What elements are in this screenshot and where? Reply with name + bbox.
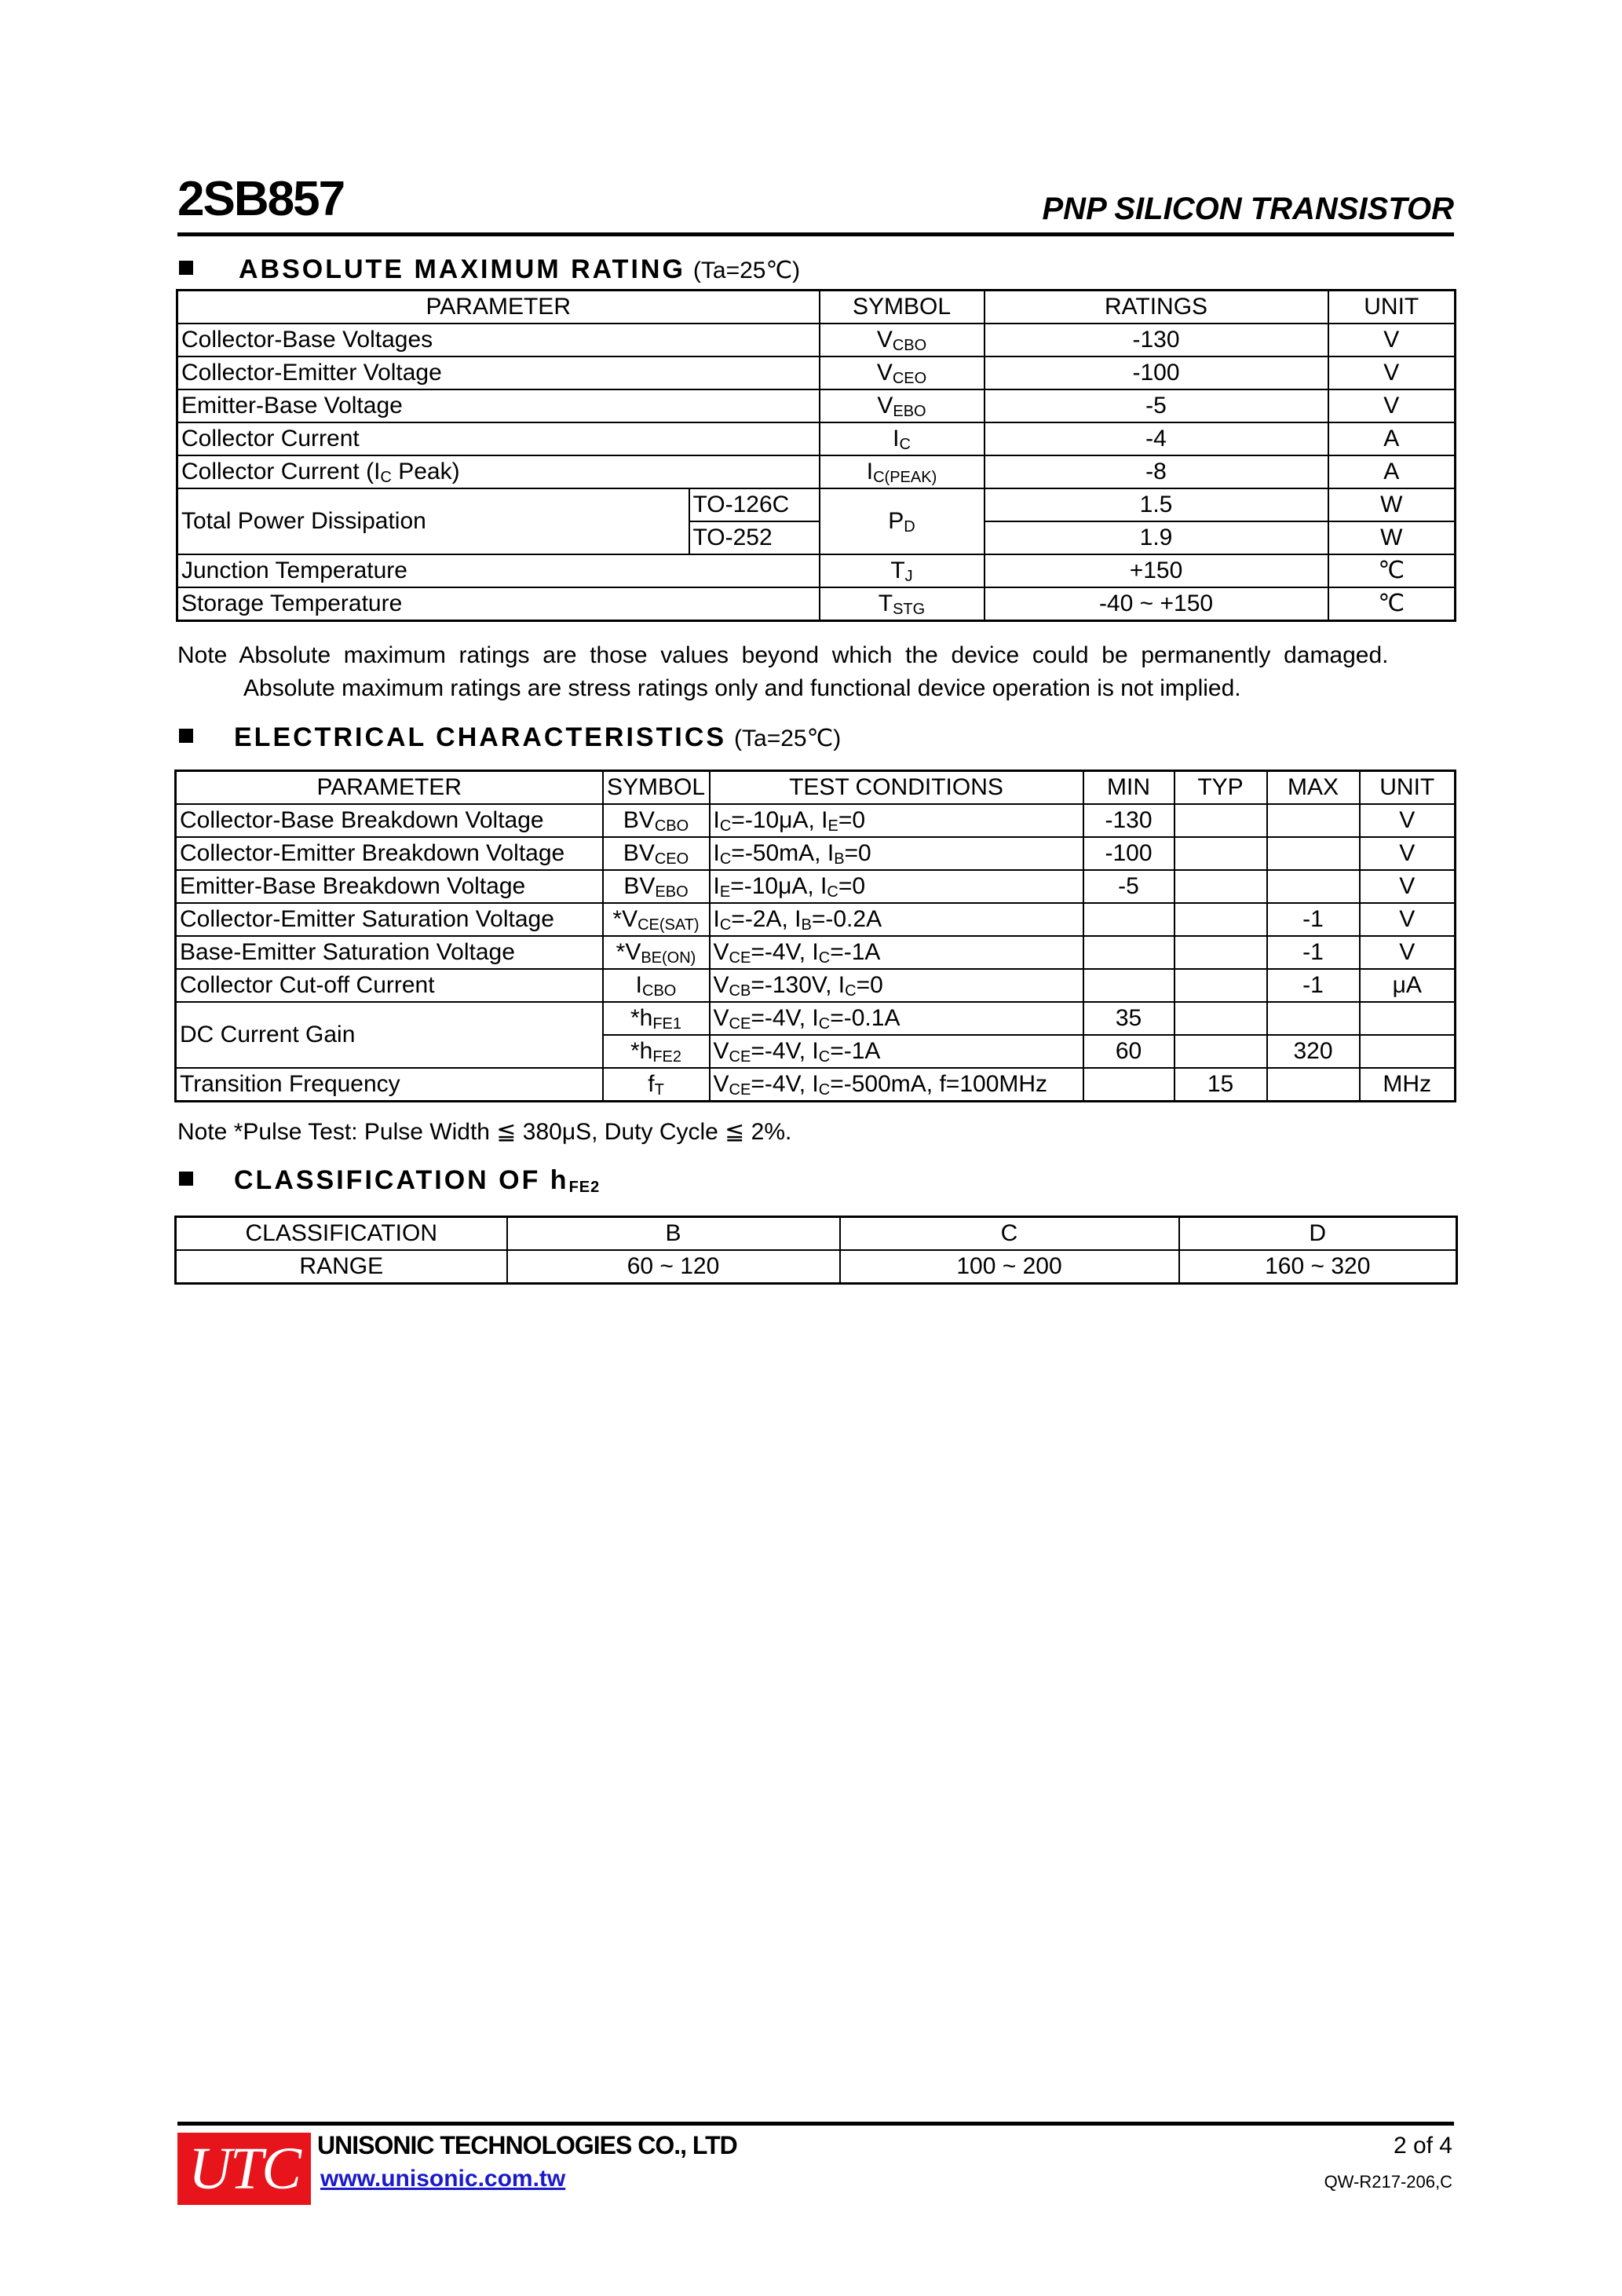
symbol-sub: J [904,568,913,585]
cls-title: CLASSIFICATION OF h [234,1165,569,1195]
symbol-sub: C [899,436,911,453]
param-cell [177,455,820,488]
cond-text: =0 [838,807,866,833]
cond-text: I [713,807,720,833]
class-cell: B [507,1217,840,1251]
symbol-sub: D [904,518,915,536]
typ-cell [1174,903,1267,936]
classification-label-cell: CLASSIFICATION [176,1217,507,1251]
max-cell [1267,1068,1360,1102]
header-cell: PARAMETER [176,771,603,805]
param-cell: Storage Temperature [177,587,820,621]
cond-sub: C [818,1081,831,1099]
symbol-cell [820,587,985,621]
symbol: BV [623,840,655,866]
cond-text: I [713,906,720,932]
ec-title: ELECTRICAL CHARACTERISTICS [234,722,727,752]
min-cell [1083,936,1174,969]
table-row [177,324,1456,356]
symbol-cell [603,1068,710,1102]
symbol-cell [603,1002,710,1035]
range-cell: 60 ~ 120 [507,1250,840,1284]
cond-text: =-500mA, f=100MHz [830,1071,1048,1097]
symbol-cell [820,554,985,587]
amr-condition: (Ta=25℃) [692,258,801,283]
param-cell: Collector Cut-off Current [176,969,603,1002]
cond-sub: CE [729,1015,751,1033]
table-row [176,936,1456,969]
range-cell: 160 ~ 320 [1179,1250,1457,1284]
header-cell: MIN [1083,771,1174,805]
symbol: I [866,459,874,484]
unit-cell [1360,1035,1456,1068]
param-cell: Emitter-Base Voltage [177,389,820,422]
cond-text: =-10μA, I [731,807,828,833]
rating-cell: -4 [985,422,1328,455]
header-cell: UNIT [1328,291,1456,324]
rating-cell: -8 [985,455,1328,488]
condition-cell [710,969,1083,1002]
max-cell [1267,870,1360,903]
cond-sub: CE [729,1081,751,1099]
max-cell [1267,1002,1360,1035]
param-cell: DC Current Gain [176,1002,603,1068]
cond-text: =-4V, I [751,939,819,965]
amr-note-line-1: Note Absolute maximum ratings are those values beyond which the device could be permanently damaged. [177,642,1389,668]
param-cell: Collector-Base Breakdown Voltage [176,804,603,837]
cond-text: =-4V, I [751,1071,819,1097]
cond-text: =-2A, I [731,906,802,932]
table-row [177,587,1456,621]
min-cell: 35 [1083,1002,1174,1035]
table-header-row [176,771,1456,805]
symbol: *V [616,939,641,965]
cond-text: V [713,972,729,998]
param-cell: Total Power Dissipation [177,488,689,554]
page-number: 2 of 4 [1393,2133,1452,2159]
class-cell: D [1179,1217,1457,1251]
rating-cell: -130 [985,324,1328,356]
max-cell [1267,837,1360,870]
condition-cell [710,936,1083,969]
symbol-sub: T [654,1081,664,1099]
absolute-maximum-rating-table [176,289,1456,622]
cond-sub: CB [729,982,751,1000]
cond-sub: C [845,982,857,1000]
symbol-sub: FE1 [652,1015,682,1033]
rating-cell: 1.9 [985,521,1328,554]
symbol-cell [603,804,710,837]
cond-text: =-1A [830,1038,881,1064]
cond-sub: C [818,949,831,967]
cond-sub: CE [729,1048,751,1066]
unit-cell: MHz [1360,1068,1456,1102]
symbol: V [876,360,893,386]
cond-text: V [713,1038,729,1064]
rating-cell: -5 [985,389,1328,422]
max-cell: 320 [1267,1035,1360,1068]
typ-cell: 15 [1174,1068,1267,1102]
symbol-sub: CE(SAT) [637,916,700,934]
cond-sub: E [827,817,838,835]
condition-cell [710,870,1083,903]
symbol: P [888,508,904,534]
table-row [177,455,1456,488]
condition-cell [710,837,1083,870]
min-cell [1083,903,1174,936]
header-rule [177,232,1454,236]
typ-cell [1174,804,1267,837]
symbol: T [890,558,905,583]
cond-text: =0 [838,873,866,899]
symbol-cell [603,903,710,936]
table-row [176,1068,1456,1102]
package-cell: TO-126C [689,488,820,521]
cls-title-sub: FE2 [568,1179,601,1196]
rating-cell: -100 [985,356,1328,389]
unit-cell: V [1328,356,1456,389]
unit-cell [1360,1002,1456,1035]
header-cell: SYMBOL [820,291,985,324]
ec-note: Note *Pulse Test: Pulse Width ≦ 380μS, Duty Cycle ≦ 2%. [177,1119,792,1145]
cond-text: =-4V, I [751,1038,819,1064]
unit-cell: V [1328,389,1456,422]
condition-cell [710,903,1083,936]
max-cell: -1 [1267,936,1360,969]
symbol: V [876,327,893,353]
condition-cell [710,804,1083,837]
symbol-cell [603,870,710,903]
param-cell: Emitter-Base Breakdown Voltage [176,870,603,903]
condition-cell [710,1035,1083,1068]
unit-cell: V [1360,903,1456,936]
rating-cell: 1.5 [985,488,1328,521]
typ-cell [1174,870,1267,903]
unit-cell: A [1328,455,1456,488]
min-cell: -5 [1083,870,1174,903]
table-header-row [176,1217,1457,1251]
table-row [177,488,1456,521]
cond-sub: C [827,883,838,901]
symbol: I [893,426,900,452]
symbol-cell [820,422,985,455]
square-bullet-icon [179,729,193,743]
part-number: 2SB857 [177,172,345,226]
symbol: V [877,393,893,419]
typ-cell [1174,837,1267,870]
param-cell: Collector-Emitter Saturation Voltage [176,903,603,936]
cond-sub: C [719,916,732,934]
param-cell: Collector-Base Voltages [177,324,820,356]
typ-cell [1174,1002,1267,1035]
class-cell: C [840,1217,1179,1251]
header-cell: PARAMETER [177,291,820,324]
cond-text: I [713,873,720,899]
cond-text: =-0.1A [830,1005,901,1031]
param-cell: Collector-Emitter Voltage [177,356,820,389]
table-row [176,1002,1456,1035]
symbol-sub: BE(ON) [641,949,696,967]
unit-cell: W [1328,488,1456,521]
square-bullet-icon [179,1172,193,1186]
min-cell [1083,1068,1174,1102]
ec-condition: (Ta=25℃) [734,726,842,751]
table-row [176,903,1456,936]
header-cell: SYMBOL [603,771,710,805]
table-row [176,837,1456,870]
cond-text: I [713,840,720,866]
symbol: BV [623,807,655,833]
symbol-cell [603,1035,710,1068]
typ-cell [1174,969,1267,1002]
cond-text: =-1A [830,939,881,965]
cond-text: =-50mA, I [731,840,835,866]
cond-text: =-0.2A [811,906,882,932]
table-row [176,804,1456,837]
param-cell: Collector Current [177,422,820,455]
cond-text: V [713,939,729,965]
symbol-sub: CBO [654,817,689,835]
symbol-cell [820,389,985,422]
condition-cell [710,1068,1083,1102]
unit-cell: V [1328,324,1456,356]
unit-cell: V [1360,804,1456,837]
company-name: UNISONIC TECHNOLOGIES CO., LTD [317,2131,737,2159]
unit-cell: A [1328,422,1456,455]
amr-title: ABSOLUTE MAXIMUM RATING [239,254,685,284]
max-cell: -1 [1267,903,1360,936]
package-cell: TO-252 [689,521,820,554]
rating-cell: +150 [985,554,1328,587]
range-cell: 100 ~ 200 [840,1250,1179,1284]
cond-sub: CE [729,949,751,967]
symbol-sub: CBO [642,982,677,1000]
electrical-characteristics-table [174,770,1456,1102]
unit-cell: ℃ [1328,554,1456,587]
symbol-sub: STG [893,601,926,618]
max-cell: -1 [1267,969,1360,1002]
min-cell [1083,969,1174,1002]
amr-heading [179,254,800,285]
website-link[interactable]: www.unisonic.com.tw [320,2166,566,2192]
symbol-cell [820,488,985,554]
symbol-sub: CBO [892,337,927,354]
classification-table [174,1216,1458,1285]
cond-text: =0 [856,972,883,998]
symbol-sub: EBO [655,883,689,901]
unit-cell: V [1360,936,1456,969]
symbol-sub: CEO [654,850,689,868]
footer-rule [177,2122,1454,2126]
symbol-cell [603,969,710,1002]
param-cell: Transition Frequency [176,1068,603,1102]
symbol-sub: CEO [892,370,927,387]
min-cell: -130 [1083,804,1174,837]
min-cell: -100 [1083,837,1174,870]
symbol: *h [630,1038,653,1064]
condition-cell [710,1002,1083,1035]
typ-cell [1174,1035,1267,1068]
symbol: I [635,972,642,998]
unit-cell: W [1328,521,1456,554]
cond-text: V [713,1071,729,1097]
amr-note-line-2: Absolute maximum ratings are stress ratings only and functional device operation is not implied. [243,675,1241,701]
table-row [176,870,1456,903]
cond-sub: C [719,850,732,868]
unit-cell: μA [1360,969,1456,1002]
header-cell: TYP [1174,771,1267,805]
unit-cell: ℃ [1328,587,1456,621]
symbol: T [878,590,893,616]
range-label-cell: RANGE [176,1250,507,1284]
header-cell: TEST CONDITIONS [710,771,1083,805]
table-row [177,422,1456,455]
cond-sub: E [719,883,731,901]
cond-text: =-130V, I [751,972,846,998]
header-cell: RATINGS [985,291,1328,324]
header-cell: UNIT [1360,771,1456,805]
square-bullet-icon [179,261,193,275]
param-text: Collector Current (I [181,459,381,484]
header-cell: MAX [1267,771,1360,805]
symbol-cell [603,837,710,870]
cond-sub: C [818,1015,831,1033]
param-cell: Junction Temperature [177,554,820,587]
cond-text: =-4V, I [751,1005,819,1031]
cond-sub: B [834,850,845,868]
symbol: *h [630,1005,653,1031]
utc-logo-text: UTC [188,2136,300,2202]
unit-cell: V [1360,837,1456,870]
table-header-row [177,291,1456,324]
param-text: Peak) [391,459,460,484]
cond-sub: C [818,1048,831,1066]
cond-text: =-10μA, I [730,873,827,899]
symbol-cell [820,455,985,488]
param-cell: Collector-Emitter Breakdown Voltage [176,837,603,870]
symbol-sub: C(PEAK) [873,469,937,486]
table-row [177,554,1456,587]
symbol: f [648,1071,655,1097]
document-id: QW-R217-206,C [1324,2172,1452,2192]
param-cell: Base-Emitter Saturation Voltage [176,936,603,969]
product-type: PNP SILICON TRANSISTOR [1042,192,1454,226]
symbol-cell [603,936,710,969]
cond-sub: C [719,817,732,835]
ec-heading [179,722,841,753]
param-sub: C [380,469,392,486]
symbol-cell [820,324,985,356]
cond-text: =0 [844,840,871,866]
table-row [177,389,1456,422]
symbol: BV [623,873,656,899]
table-row [176,969,1456,1002]
cls-heading [179,1165,600,1196]
symbol: *V [612,906,638,932]
table-row [177,356,1456,389]
typ-cell [1174,936,1267,969]
symbol-sub: FE2 [652,1048,682,1066]
table-row [176,1250,1457,1284]
cond-text: V [713,1005,729,1031]
symbol-sub: EBO [893,403,926,420]
unit-cell: V [1360,870,1456,903]
cond-sub: B [801,916,812,934]
min-cell: 60 [1083,1035,1174,1068]
rating-cell: -40 ~ +150 [985,587,1328,621]
max-cell [1267,804,1360,837]
symbol-cell [820,356,985,389]
